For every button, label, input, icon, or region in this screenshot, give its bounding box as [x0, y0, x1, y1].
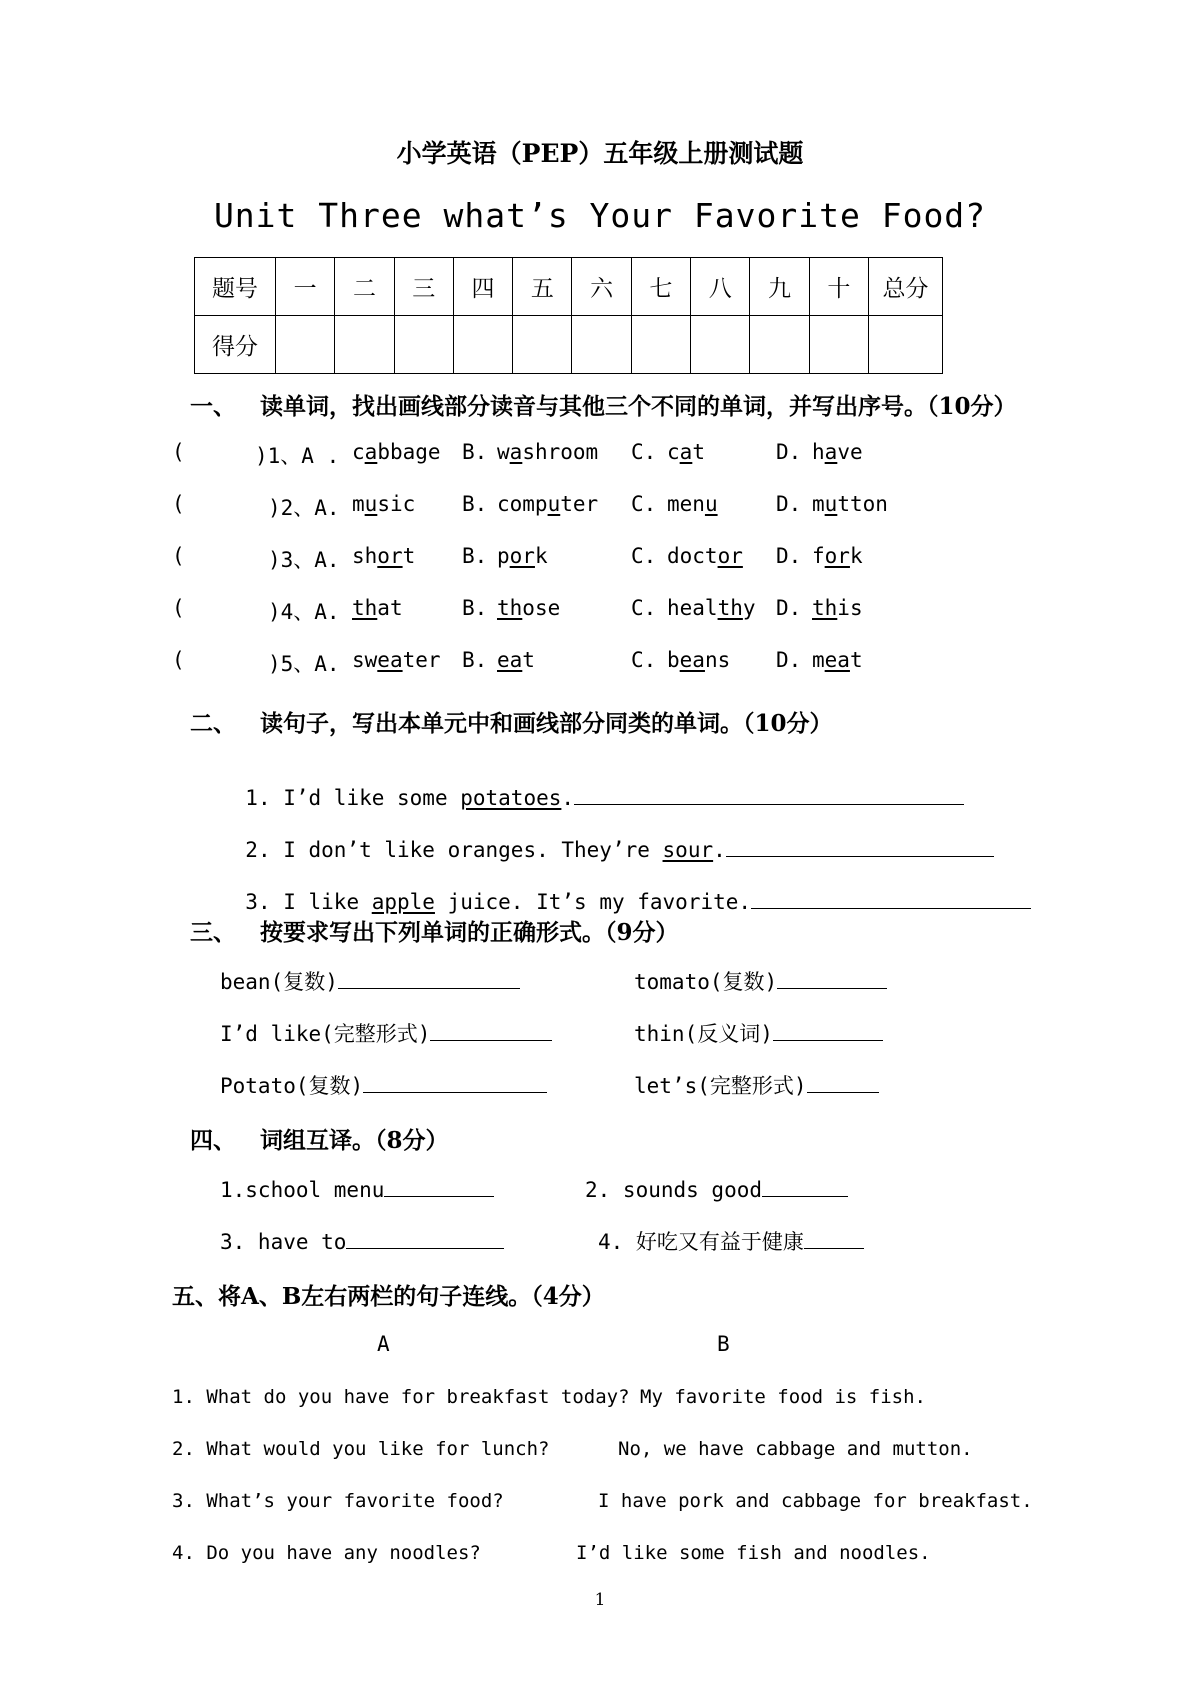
word-part: t [402, 544, 416, 568]
score-cell: 七 [631, 258, 690, 316]
underlined-letters: or [717, 544, 743, 568]
underlined-letters: th [497, 596, 523, 620]
word-part: shroom [522, 440, 599, 464]
score-input-cell[interactable] [750, 316, 809, 374]
score-cell: 八 [691, 258, 750, 316]
section-4-heading: 四、 词组互译。（8分） [190, 1127, 449, 1154]
s1-option-c [667, 440, 705, 464]
s2-item [220, 862, 1031, 914]
s3-item [634, 1070, 879, 1100]
answer-blank[interactable] [338, 966, 520, 989]
s1-option-d [812, 544, 863, 568]
s1-option-label: B. [462, 544, 488, 568]
score-input-cell[interactable] [276, 316, 335, 374]
score-cell-label: 题号 [195, 258, 276, 316]
s1-option-label: D. [776, 596, 802, 620]
answer-blank[interactable] [762, 1174, 848, 1197]
underlined-letters: u [364, 492, 378, 516]
answer-blank[interactable] [346, 1226, 504, 1249]
s1-option-c [667, 492, 718, 516]
s3-item [634, 966, 887, 996]
s1-option-label: D. [776, 544, 802, 568]
s1-option-label: C. [631, 440, 657, 464]
score-input-cell[interactable] [572, 316, 631, 374]
s1-option-label: B. [462, 440, 488, 464]
s1-paren-open: ( [172, 648, 185, 672]
s1-item-number: )2、A. [268, 496, 340, 520]
score-cell-total: 总分 [869, 258, 943, 316]
word-part: w [497, 440, 510, 464]
underlined-letters: a [824, 440, 838, 464]
score-cell: 五 [513, 258, 572, 316]
word-part: sic [377, 492, 416, 516]
s2-item-text: 3. I like [245, 890, 372, 914]
score-cell: 一 [276, 258, 335, 316]
answer-blank[interactable] [384, 1174, 494, 1197]
s3-prompt: bean(复数) [220, 970, 338, 994]
s3-item [634, 1018, 883, 1048]
match-a-item[interactable]: 4. Do you have any noodles? [172, 1542, 481, 1564]
s2-item-underlined: sour [662, 838, 714, 862]
s1-option-a [352, 648, 441, 672]
word-part: tton [837, 492, 888, 516]
underlined-letters: a [679, 440, 693, 464]
underlined-letters: or [509, 544, 535, 568]
word-part: ve [837, 440, 863, 464]
match-a-item[interactable]: 3. What’s your favorite food? [172, 1490, 504, 1512]
s1-answer-space[interactable] [190, 492, 266, 518]
s2-item-text: 1. I’d like some [245, 786, 461, 810]
s3-prompt: let’s(完整形式) [634, 1074, 807, 1098]
s4-prompt: 2. sounds good [585, 1178, 763, 1202]
word-part: ter [402, 648, 441, 672]
s1-option-b [497, 648, 535, 672]
score-input-cell[interactable] [394, 316, 453, 374]
answer-blank[interactable] [773, 1018, 883, 1041]
section-3-heading: 三、 按要求写出下列单词的正确形式。（9分） [190, 919, 679, 946]
s1-option-label: B. [462, 648, 488, 672]
score-input-cell[interactable] [869, 316, 943, 374]
match-b-item[interactable]: I’d like some fish and noodles. [576, 1542, 931, 1564]
section-1-heading: 一、 读单词，找出画线部分读音与其他三个不同的单词，并写出序号。（10分） [190, 393, 1017, 420]
s4-prompt: 3. have to [220, 1230, 347, 1254]
s1-option-label: C. [631, 544, 657, 568]
s1-option-c [667, 596, 756, 620]
s1-option-label: D. [776, 492, 802, 516]
score-input-cell[interactable] [453, 316, 512, 374]
exam-title: 小学英语（PEP）五年级上册测试题 [396, 139, 804, 168]
s2-item-text: 2. I don’t like oranges. They’re [245, 838, 663, 862]
match-a-item[interactable]: 2. What would you like for lunch? [172, 1438, 550, 1460]
score-input-cell[interactable] [631, 316, 690, 374]
score-cell: 四 [453, 258, 512, 316]
match-b-item[interactable]: My favorite food is fish. [640, 1386, 926, 1408]
word-part: f [812, 544, 825, 568]
word-part: t [849, 648, 863, 672]
s3-prompt: I’d like(完整形式) [220, 1022, 431, 1046]
word-part: m [812, 648, 825, 672]
score-cell: 十 [809, 258, 868, 316]
underlined-letters: u [547, 492, 561, 516]
s2-item-underlined: potatoes [460, 786, 562, 810]
s1-answer-space[interactable] [190, 596, 266, 622]
s1-option-d [812, 648, 863, 672]
s1-option-b [497, 596, 560, 620]
s4-item [220, 1226, 504, 1254]
s1-option-label: D. [776, 440, 802, 464]
score-table [194, 257, 943, 374]
word-part: m [812, 492, 825, 516]
s4-item [585, 1174, 848, 1202]
word-part: sh [352, 544, 378, 568]
underlined-letters: a [509, 440, 523, 464]
word-part: comp [497, 492, 548, 516]
word-part: ns [704, 648, 731, 672]
s4-item [220, 1174, 494, 1202]
word-part: k [849, 544, 863, 568]
underlined-letters: or [824, 544, 850, 568]
word-part: t [522, 648, 535, 672]
s1-option-a [352, 596, 403, 620]
answer-blank[interactable] [804, 1226, 864, 1249]
score-input-cell[interactable] [335, 316, 394, 374]
answer-blank[interactable] [363, 1070, 547, 1093]
answer-blank[interactable] [751, 886, 1031, 909]
s1-option-d [812, 440, 863, 464]
s1-option-d [812, 596, 863, 620]
underlined-letters: a [364, 440, 378, 464]
s1-option-label: B. [462, 596, 488, 620]
s1-option-a [352, 440, 441, 464]
column-a-label: A [377, 1332, 390, 1356]
s1-answer-space[interactable] [190, 544, 266, 570]
s4-prompt: 1.school menu [220, 1178, 385, 1202]
underlined-letters: th [717, 596, 743, 620]
s1-item-number: )5、A. [268, 652, 340, 676]
s1-option-a [352, 544, 415, 568]
underlined-letters: ea [679, 648, 705, 672]
word-part: is [837, 596, 863, 620]
s2-item [220, 758, 964, 810]
column-b-label: B [717, 1332, 730, 1356]
score-input-cell[interactable] [691, 316, 750, 374]
match-a-item[interactable]: 1. What do you have for breakfast today? [172, 1386, 630, 1408]
underlined-letters: u [704, 492, 718, 516]
unit-subtitle: Unit Three what’s Your Favorite Food? [213, 196, 987, 235]
s1-option-c [667, 648, 730, 672]
s1-option-b [497, 440, 598, 464]
word-part: h [812, 440, 825, 464]
s1-item-number: )1、A . [255, 444, 340, 468]
section-2-heading: 二、 读句子，写出本单元中和画线部分同类的单词。（10分） [190, 710, 833, 737]
score-cell: 二 [335, 258, 394, 316]
score-table-score-row [195, 316, 943, 374]
s3-prompt: tomato(复数) [634, 970, 778, 994]
s3-item [220, 1070, 547, 1100]
match-b-item[interactable]: No, we have cabbage and mutton. [618, 1438, 973, 1460]
s1-option-b [497, 544, 548, 568]
word-part: at [377, 596, 403, 620]
word-part: m [352, 492, 365, 516]
word-part: t [692, 440, 705, 464]
score-table-header-row [195, 258, 943, 316]
underlined-letters: or [377, 544, 403, 568]
underlined-letters: ea [497, 648, 523, 672]
answer-blank[interactable] [726, 834, 994, 857]
s2-item-underlined: apple [371, 890, 435, 914]
score-cell: 六 [572, 258, 631, 316]
s3-item [220, 966, 520, 996]
s1-option-label: D. [776, 648, 802, 672]
word-part: y [742, 596, 756, 620]
word-part: men [667, 492, 705, 516]
word-part: heal [667, 596, 718, 620]
s3-prompt: thin(反义词) [634, 1022, 773, 1046]
word-part: c [352, 440, 365, 464]
s1-answer-space[interactable] [190, 648, 266, 674]
s4-prompt: 4. 好吃又有益于健康 [598, 1230, 804, 1254]
s1-option-label: C. [631, 648, 657, 672]
page-number: 1 [594, 1590, 606, 1610]
s1-option-label: C. [631, 596, 657, 620]
underlined-letters: th [812, 596, 838, 620]
word-part: sw [352, 648, 378, 672]
s1-option-b [497, 492, 598, 516]
answer-blank[interactable] [574, 782, 964, 805]
word-part: p [497, 544, 510, 568]
word-part: ter [560, 492, 599, 516]
s4-item [598, 1226, 864, 1256]
word-part: c [667, 440, 680, 464]
word-part: b [667, 648, 680, 672]
answer-blank[interactable] [430, 1018, 552, 1041]
underlined-letters: u [824, 492, 838, 516]
s1-answer-space[interactable] [190, 440, 253, 466]
s1-paren-open: ( [172, 440, 185, 464]
s2-item [220, 810, 994, 862]
s1-paren-open: ( [172, 492, 185, 516]
answer-blank[interactable] [807, 1070, 879, 1093]
s1-option-label: B. [462, 492, 488, 516]
s1-item-number: )3、A. [268, 548, 340, 572]
score-cell: 三 [394, 258, 453, 316]
score-input-cell[interactable] [809, 316, 868, 374]
s2-item-text: . [561, 786, 575, 810]
s1-paren-open: ( [172, 544, 185, 568]
s1-paren-open: ( [172, 596, 185, 620]
s1-option-d [812, 492, 888, 516]
s1-option-c [667, 544, 743, 568]
section-5-heading: 五、将A、B左右两栏的句子连线。（4分） [172, 1283, 605, 1310]
s3-prompt: Potato(复数) [220, 1074, 364, 1098]
s1-item-number: )4、A. [268, 600, 340, 624]
s2-item-text: juice. It’s my favorite. [434, 890, 752, 914]
match-b-item[interactable]: I have pork and cabbage for breakfast. [598, 1490, 1033, 1512]
score-input-cell[interactable] [513, 316, 572, 374]
word-part: bbage [377, 440, 441, 464]
s1-option-label: C. [631, 492, 657, 516]
word-part: k [534, 544, 548, 568]
s1-option-a [352, 492, 415, 516]
word-part: doct [667, 544, 718, 568]
answer-blank[interactable] [777, 966, 887, 989]
score-cell: 九 [750, 258, 809, 316]
word-part: ose [522, 596, 561, 620]
underlined-letters: th [352, 596, 378, 620]
underlined-letters: ea [377, 648, 403, 672]
underlined-letters: ea [824, 648, 850, 672]
s3-item [220, 1018, 552, 1048]
score-cell-label: 得分 [195, 316, 276, 374]
s2-item-text: . [713, 838, 726, 862]
